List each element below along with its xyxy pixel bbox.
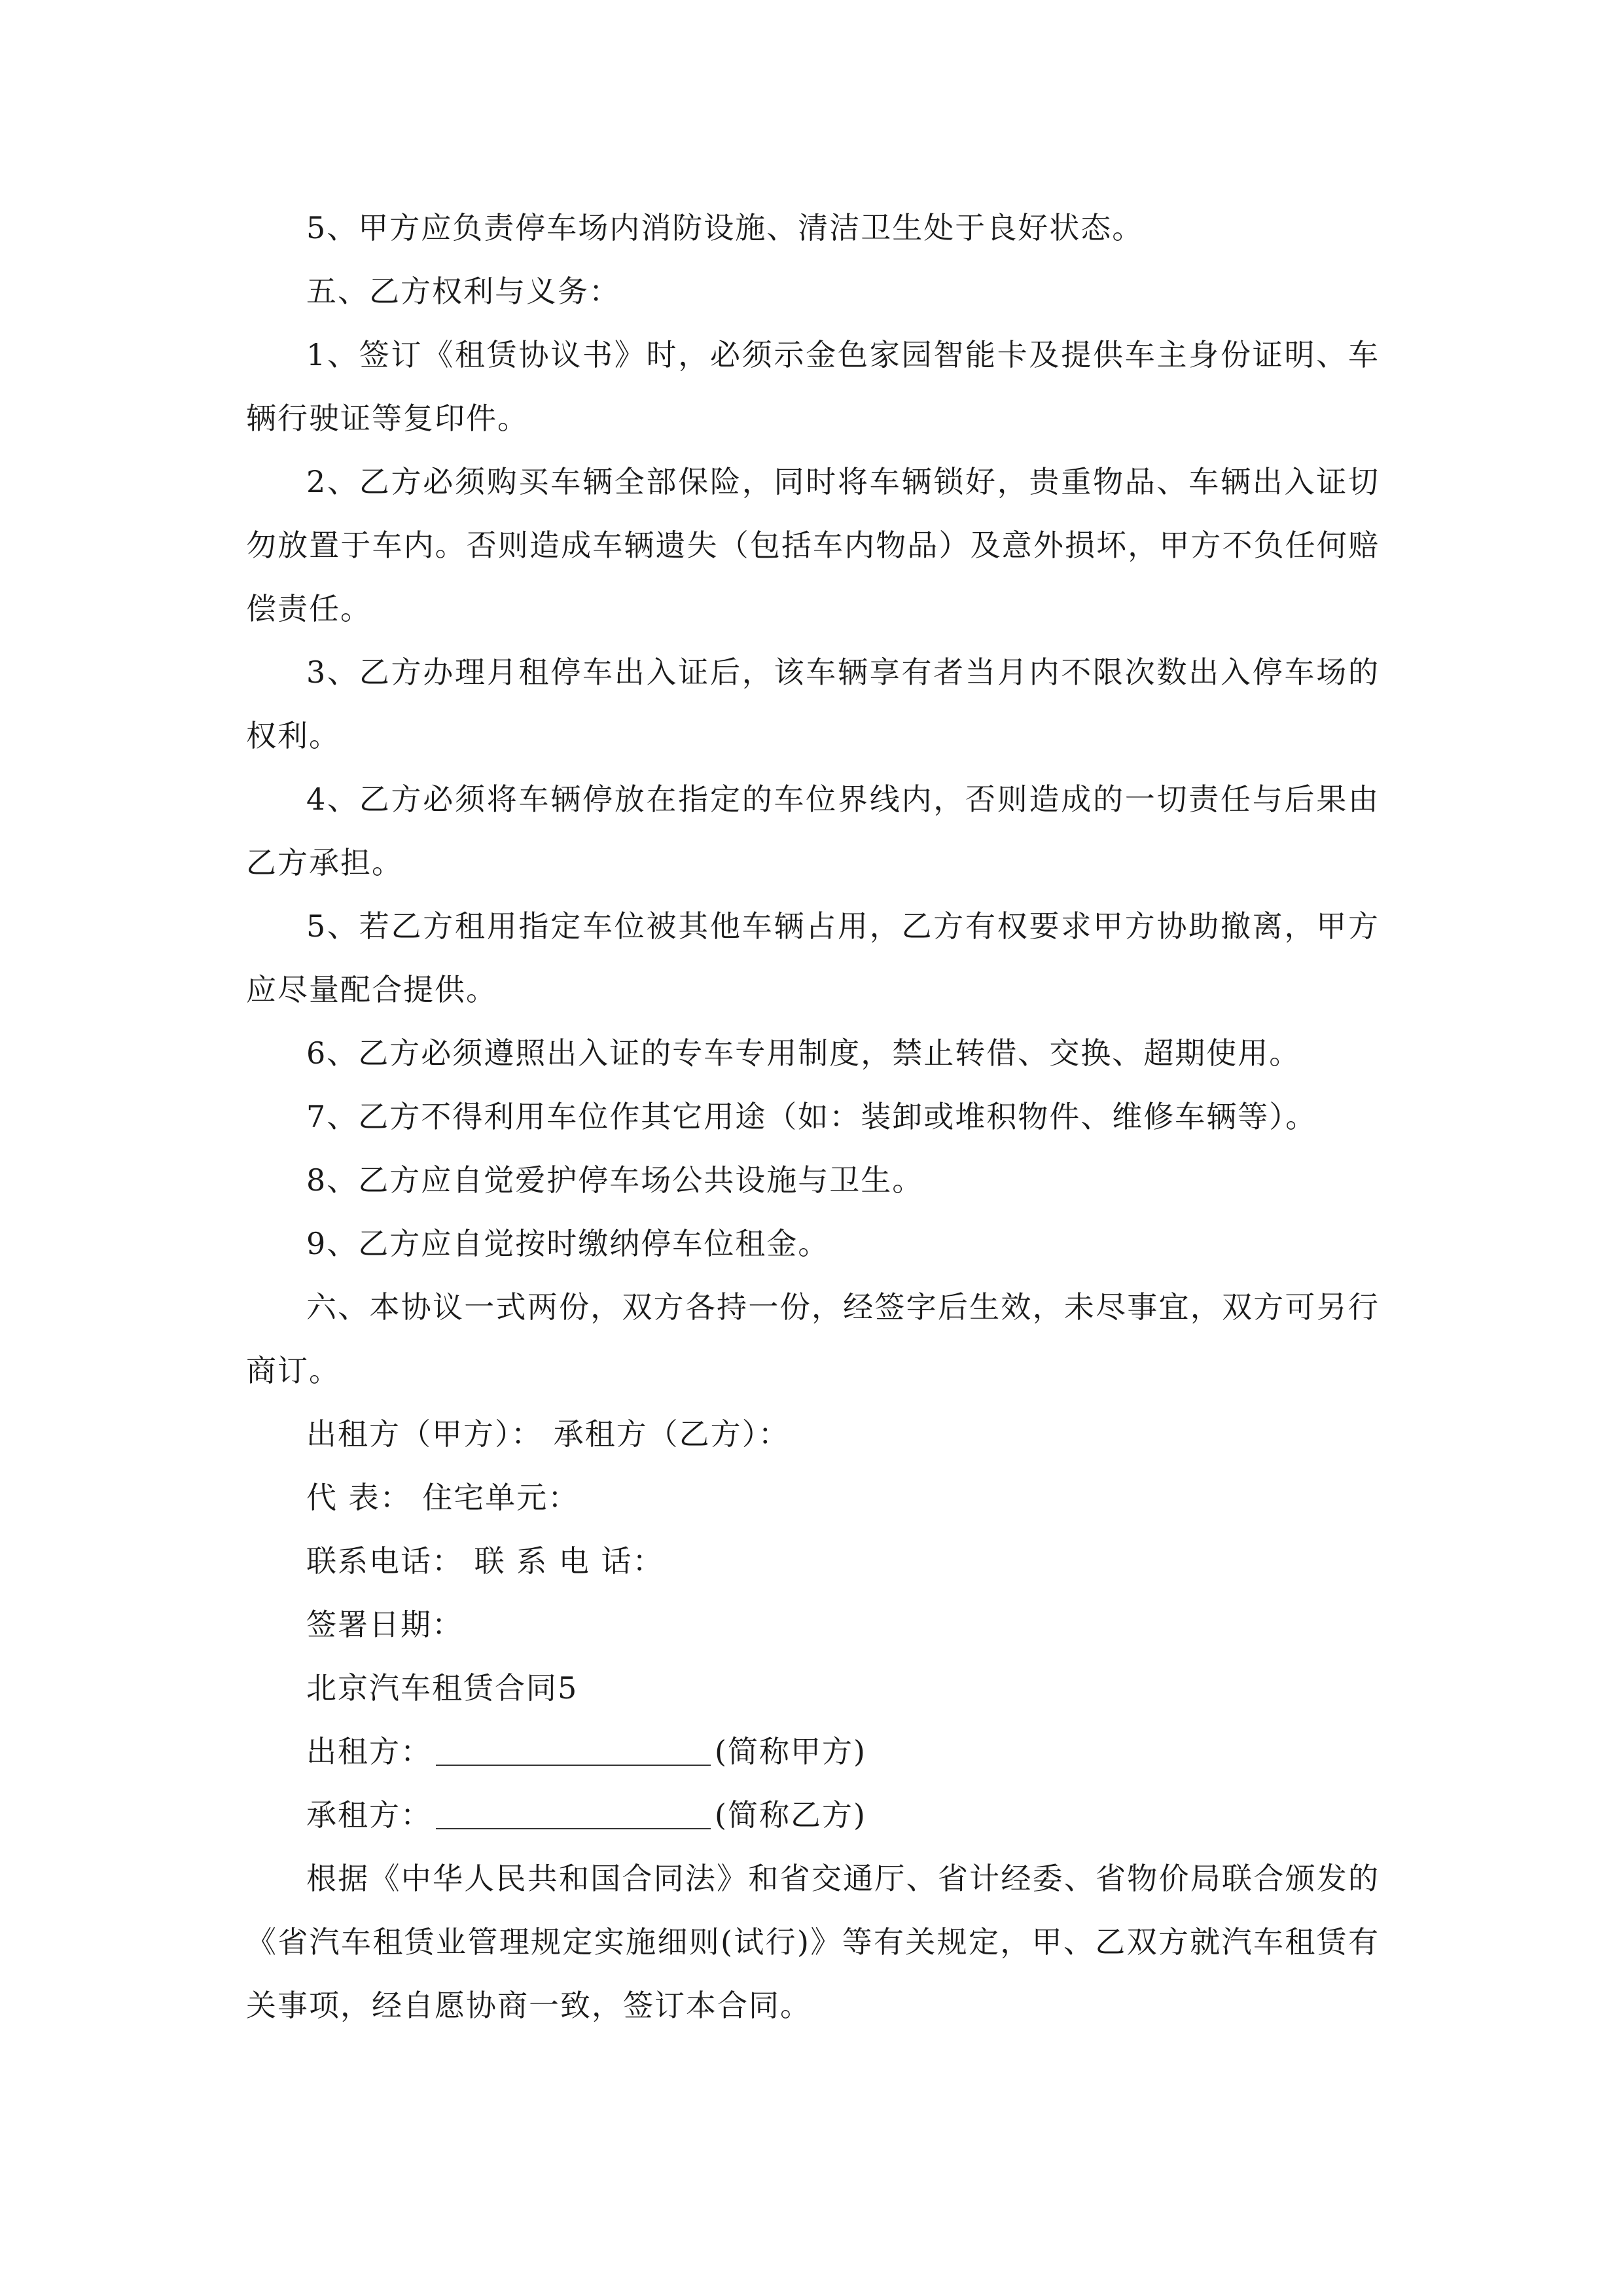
paragraph-b4: 4、乙方必须将车辆停放在指定的车位界线内，否则造成的一切责任与后果由乙方承担。: [246, 781, 1380, 880]
lessee-line: [246, 1784, 1380, 1847]
paragraph-b9: 9、乙方应自觉按时缴纳停车位租金。: [306, 1226, 830, 1261]
signature-block: [246, 1403, 1380, 1657]
contract-5-preamble: 根据《中华人民共和国合同法》和省交通厅、省计经委、省物价局联合颁发的《省汽车租赁业管理规定实施细则(试行)》等有关规定，甲、乙双方就汽车租赁有关事项，经自愿协商一致，签订本合同。: [246, 1861, 1380, 2023]
lessee-label: 承租方：: [306, 1797, 432, 1833]
lessor-blank: [436, 1734, 711, 1766]
paragraph-b3: 3、乙方办理月租停车出入证后，该车辆享有者当月内不限次数出入停车场的权利。: [246, 655, 1380, 753]
paragraph-b6: 6、乙方必须遵照出入证的专车专用制度，禁止转借、交换、超期使用。: [306, 1035, 1301, 1071]
paragraph-b7: 7、乙方不得利用车位作其它用途（如：装卸或堆积物件、维修车辆等）。: [306, 1099, 1317, 1134]
paragraph-b5: 5、若乙方租用指定车位被其他车辆占用，乙方有权要求甲方协助撤离，甲方应尽量配合提供。: [246, 908, 1380, 1007]
lessee-suffix: (简称乙方): [715, 1797, 866, 1833]
contract-5-title: 北京汽车租赁合同5: [306, 1670, 579, 1706]
signature-phone-line: 联系电话： 联 系 电 话：: [306, 1543, 664, 1579]
paragraph-b8: 8、乙方应自觉爱护停车场公共设施与卫生。: [306, 1162, 924, 1198]
lessor-label: 出租方：: [306, 1734, 432, 1769]
document-body: [246, 196, 1380, 2037]
lessee-blank: [436, 1798, 711, 1829]
signature-representative-line: 代 表： 住宅单元：: [306, 1480, 580, 1515]
section-5-heading: 五、乙方权利与义务：: [306, 274, 620, 309]
paragraph-b2: 2、乙方必须购买车辆全部保险，同时将车辆锁好，贵重物品、车辆出入证切勿放置于车内。否则造成车辆遗失（包括车内物品）及意外损坏，甲方不负任何赔偿责任。: [246, 464, 1380, 626]
signature-date-line: 签署日期：: [306, 1607, 463, 1642]
lessor-suffix: (简称甲方): [715, 1734, 866, 1769]
lessor-line: [246, 1720, 1380, 1784]
paragraph-a5: 5、甲方应负责停车场内消防设施、清洁卫生处于良好状态。: [306, 210, 1144, 245]
signature-parties-line: 出租方（甲方）： 承租方（乙方）：: [306, 1416, 790, 1452]
paragraph-b1: 1、签订《租赁协议书》时，必须示金色家园智能卡及提供车主身份证明、车辆行驶证等复印件。: [246, 337, 1380, 436]
section-6-paragraph: 六、本协议一式两份，双方各持一份，经签字后生效，未尽事宜，双方可另行商订。: [246, 1289, 1380, 1388]
